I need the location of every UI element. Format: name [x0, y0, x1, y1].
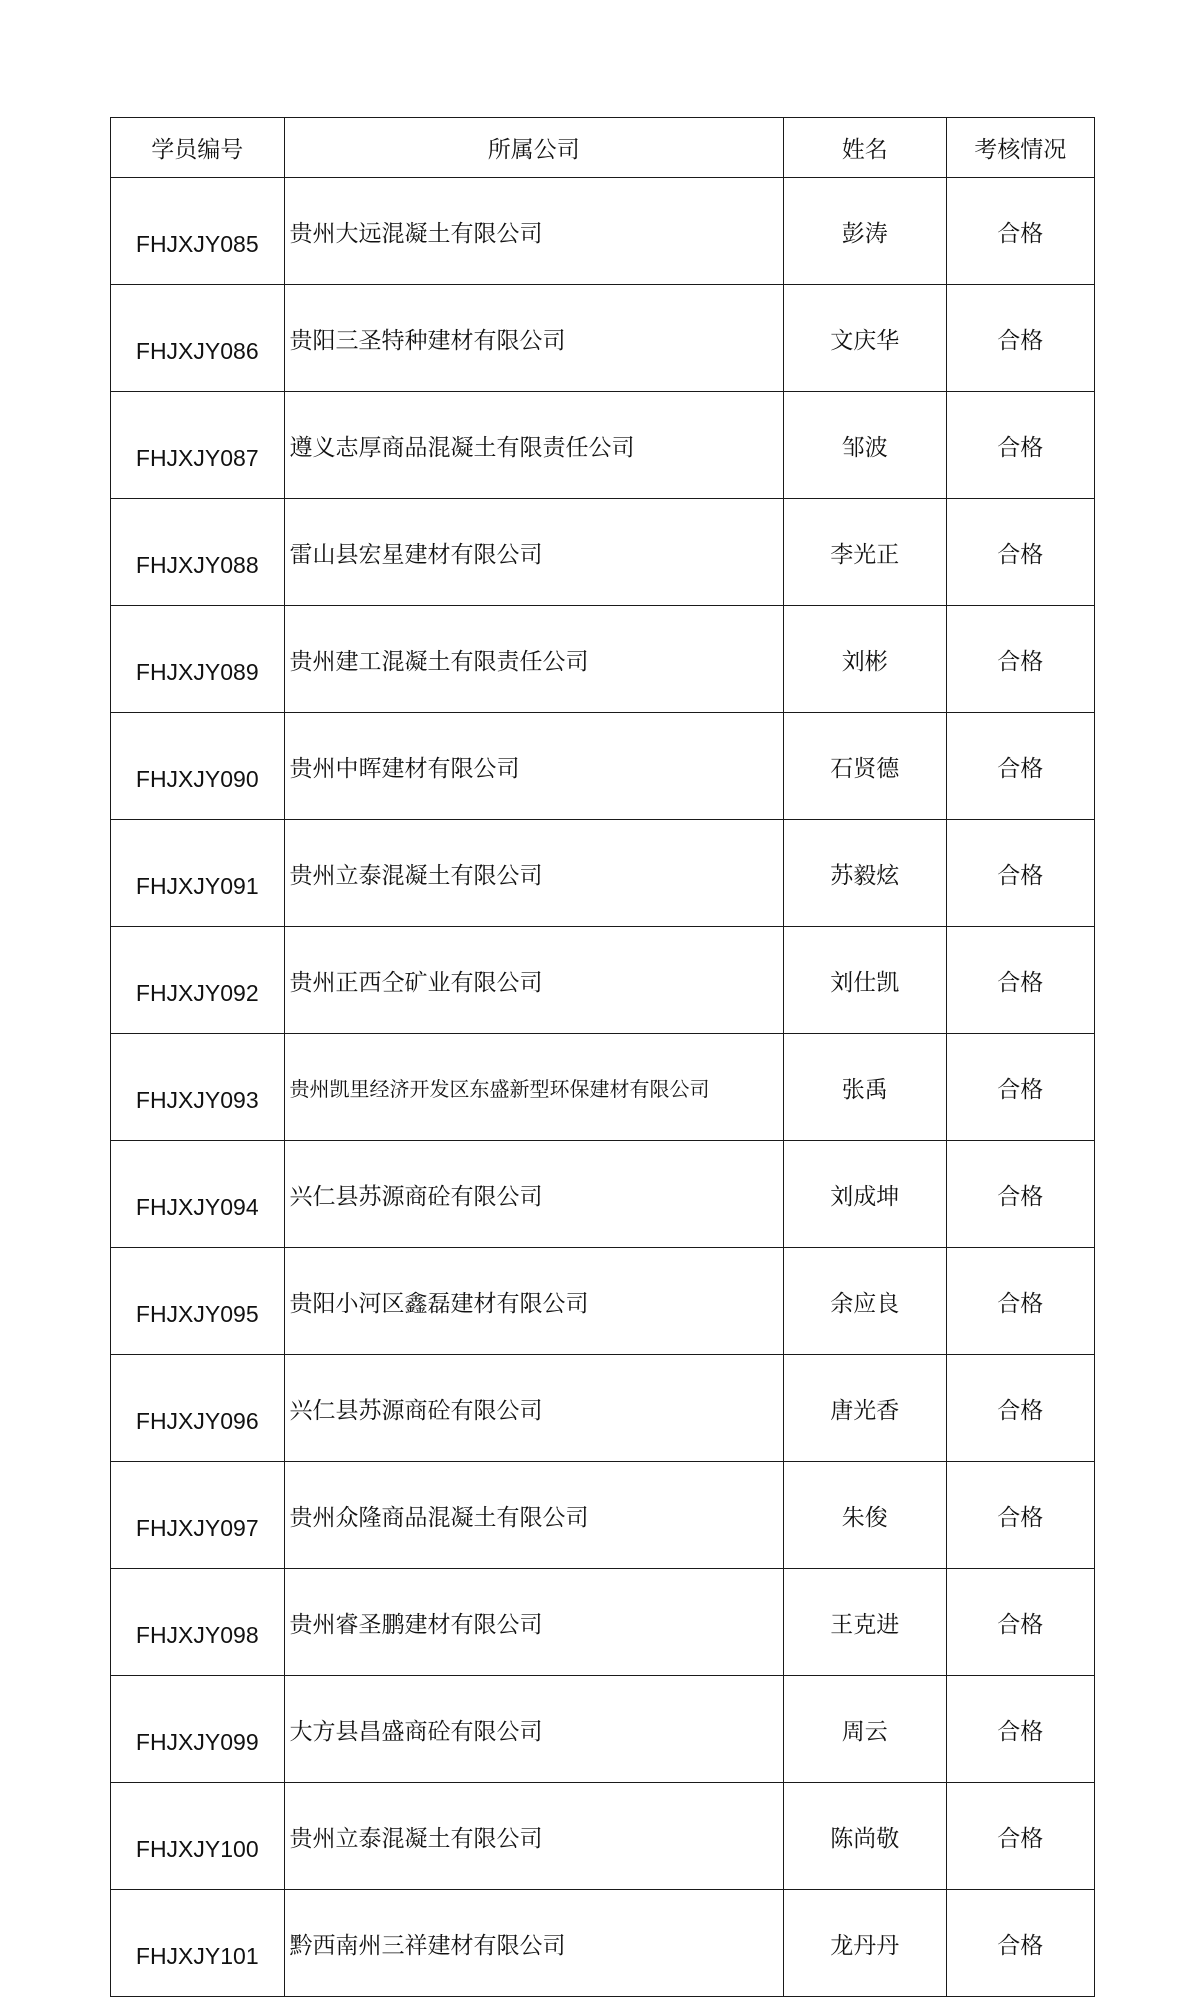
result-cell: 合格 [946, 1676, 1094, 1783]
student-id-cell: FHJXJY092 [111, 927, 285, 1034]
name-cell: 李光正 [784, 499, 946, 606]
table-row [111, 927, 1095, 1034]
company-cell: 贵州大远混凝土有限公司 [284, 178, 784, 285]
company-cell: 贵州中晖建材有限公司 [284, 713, 784, 820]
result-cell: 合格 [946, 499, 1094, 606]
student-id-cell: FHJXJY100 [111, 1783, 285, 1890]
table-row [111, 1034, 1095, 1141]
company-cell: 贵阳小河区鑫磊建材有限公司 [284, 1248, 784, 1355]
student-id-cell: FHJXJY096 [111, 1355, 285, 1462]
name-cell: 刘彬 [784, 606, 946, 713]
table-row [111, 1890, 1095, 1997]
table-row [111, 606, 1095, 713]
result-cell: 合格 [946, 713, 1094, 820]
company-cell: 贵州正西仝矿业有限公司 [284, 927, 784, 1034]
company-cell: 贵州凯里经济开发区东盛新型环保建材有限公司 [284, 1034, 784, 1141]
student-id-cell: FHJXJY086 [111, 285, 285, 392]
table-row [111, 285, 1095, 392]
student-id-cell: FHJXJY099 [111, 1676, 285, 1783]
table-row [111, 820, 1095, 927]
result-cell: 合格 [946, 285, 1094, 392]
student-id-cell: FHJXJY101 [111, 1890, 285, 1997]
table-row [111, 1248, 1095, 1355]
name-cell: 文庆华 [784, 285, 946, 392]
name-cell: 彭涛 [784, 178, 946, 285]
company-cell: 贵州立泰混凝土有限公司 [284, 820, 784, 927]
result-cell: 合格 [946, 1141, 1094, 1248]
student-assessment-table [110, 117, 1095, 1997]
header-company: 所属公司 [284, 118, 784, 178]
result-cell: 合格 [946, 1569, 1094, 1676]
table-row [111, 392, 1095, 499]
header-student-id: 学员编号 [111, 118, 285, 178]
result-cell: 合格 [946, 1355, 1094, 1462]
student-id-cell: FHJXJY098 [111, 1569, 285, 1676]
table-row [111, 713, 1095, 820]
table-row [111, 1569, 1095, 1676]
table-row [111, 178, 1095, 285]
company-cell: 贵州建工混凝土有限责任公司 [284, 606, 784, 713]
company-cell: 贵州众隆商品混凝土有限公司 [284, 1462, 784, 1569]
header-row [111, 118, 1095, 178]
table-row [111, 1783, 1095, 1890]
result-cell: 合格 [946, 392, 1094, 499]
student-id-cell: FHJXJY095 [111, 1248, 285, 1355]
table-body [111, 178, 1095, 1997]
student-id-cell: FHJXJY093 [111, 1034, 285, 1141]
table-row [111, 1462, 1095, 1569]
student-id-cell: FHJXJY091 [111, 820, 285, 927]
student-id-cell: FHJXJY088 [111, 499, 285, 606]
company-cell: 贵州立泰混凝土有限公司 [284, 1783, 784, 1890]
company-cell: 贵州睿圣鹏建材有限公司 [284, 1569, 784, 1676]
name-cell: 余应良 [784, 1248, 946, 1355]
result-cell: 合格 [946, 178, 1094, 285]
result-cell: 合格 [946, 1034, 1094, 1141]
student-id-cell: FHJXJY089 [111, 606, 285, 713]
name-cell: 邹波 [784, 392, 946, 499]
name-cell: 刘成坤 [784, 1141, 946, 1248]
company-cell: 大方县昌盛商砼有限公司 [284, 1676, 784, 1783]
table-row [111, 1141, 1095, 1248]
student-id-cell: FHJXJY097 [111, 1462, 285, 1569]
result-cell: 合格 [946, 927, 1094, 1034]
name-cell: 张禹 [784, 1034, 946, 1141]
name-cell: 石贤德 [784, 713, 946, 820]
name-cell: 刘仕凯 [784, 927, 946, 1034]
table-row [111, 499, 1095, 606]
header-result: 考核情况 [946, 118, 1094, 178]
table-row [111, 1355, 1095, 1462]
table-row [111, 1676, 1095, 1783]
name-cell: 陈尚敬 [784, 1783, 946, 1890]
result-cell: 合格 [946, 1462, 1094, 1569]
name-cell: 王克进 [784, 1569, 946, 1676]
result-cell: 合格 [946, 820, 1094, 927]
company-cell: 雷山县宏星建材有限公司 [284, 499, 784, 606]
name-cell: 龙丹丹 [784, 1890, 946, 1997]
student-id-cell: FHJXJY094 [111, 1141, 285, 1248]
name-cell: 唐光香 [784, 1355, 946, 1462]
student-id-cell: FHJXJY090 [111, 713, 285, 820]
student-id-cell: FHJXJY085 [111, 178, 285, 285]
name-cell: 周云 [784, 1676, 946, 1783]
name-cell: 朱俊 [784, 1462, 946, 1569]
name-cell: 苏毅炫 [784, 820, 946, 927]
company-cell: 贵阳三圣特种建材有限公司 [284, 285, 784, 392]
result-cell: 合格 [946, 606, 1094, 713]
result-cell: 合格 [946, 1248, 1094, 1355]
result-cell: 合格 [946, 1783, 1094, 1890]
header-name: 姓名 [784, 118, 946, 178]
company-cell: 兴仁县苏源商砼有限公司 [284, 1141, 784, 1248]
company-cell: 遵义志厚商品混凝土有限责任公司 [284, 392, 784, 499]
company-cell: 兴仁县苏源商砼有限公司 [284, 1355, 784, 1462]
result-cell: 合格 [946, 1890, 1094, 1997]
company-cell: 黔西南州三祥建材有限公司 [284, 1890, 784, 1997]
student-id-cell: FHJXJY087 [111, 392, 285, 499]
